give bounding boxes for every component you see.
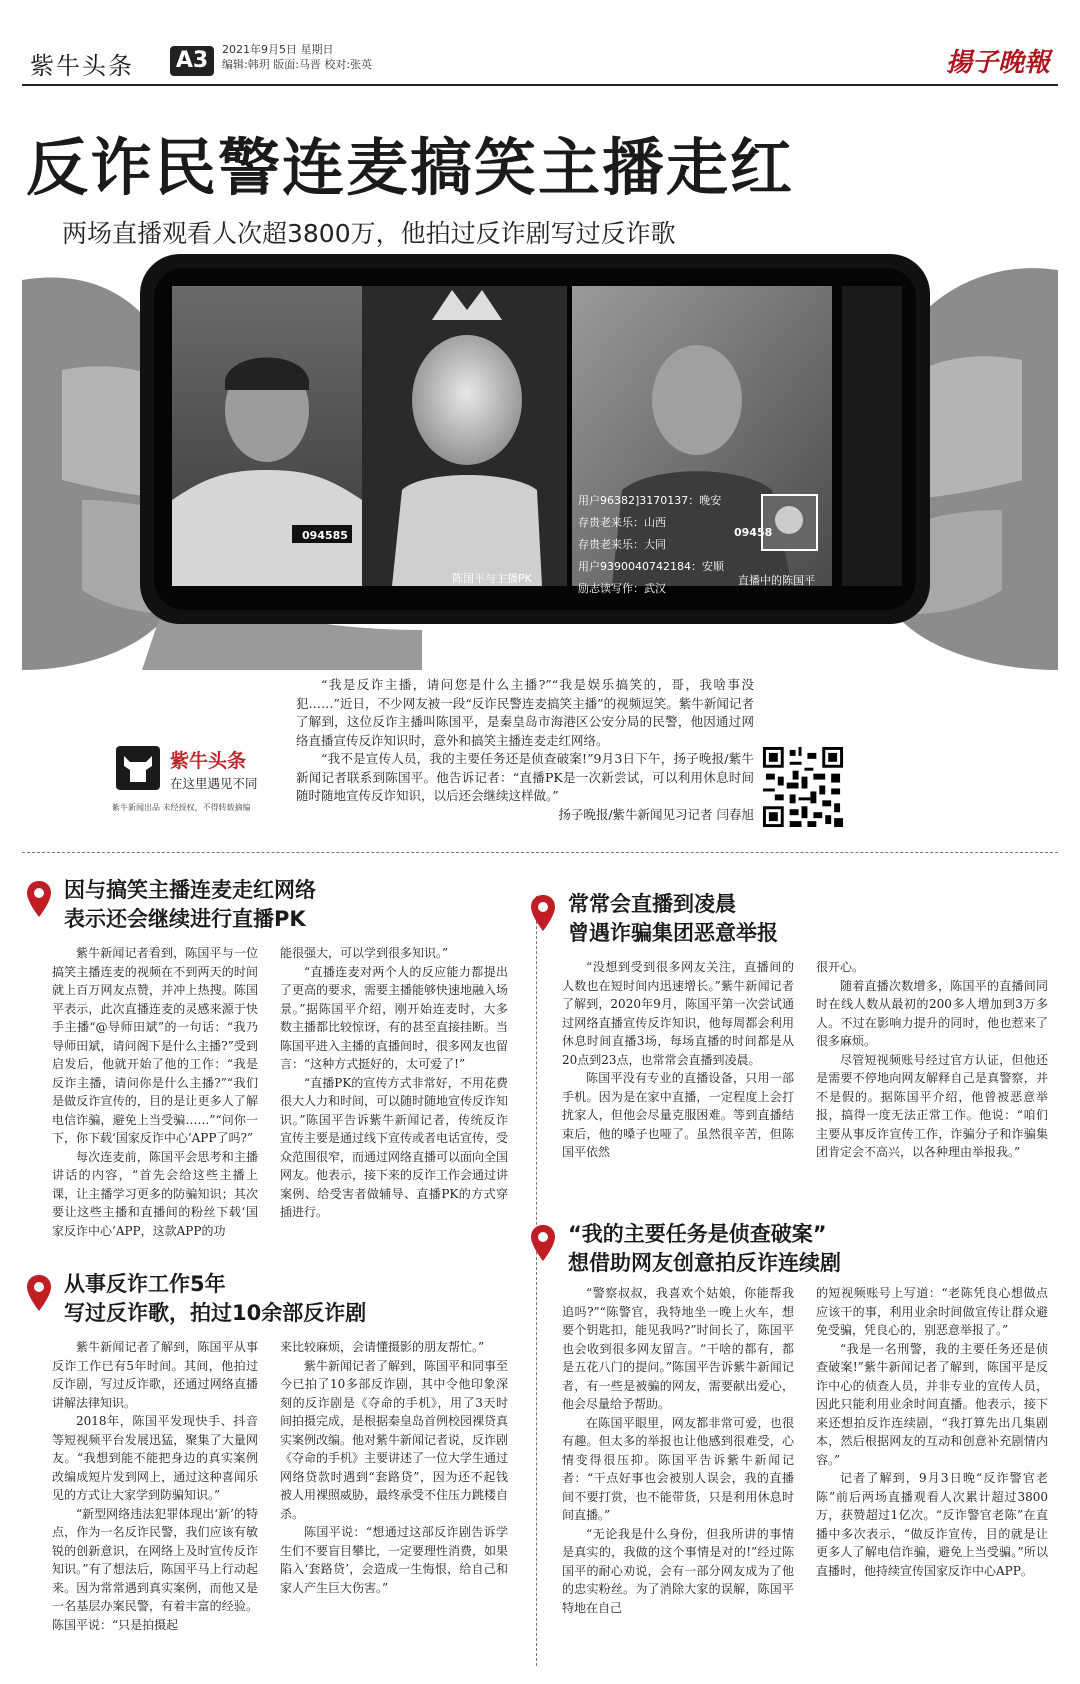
headline-title: 反诈民警连麦搞笑主播走红 — [26, 131, 795, 204]
article-column: 来比较麻烦，会请懂摄影的朋友帮忙。” 紫牛新闻记者了解到，陈国平和同事至今已拍了10多部反诈剧，其中令他印象深刻的反诈剧是《夺命的手机》，用了3天时间拍摄完成，是根据秦皇岛首例校园裸贷真实案例改编。他对紫牛新闻记者说，反诈剧《夺命的手机》主要讲述了一位大学生通过网络贷款时遇到“套路贷”，因为还不起钱被人用裸照威胁，最终承受不住压力跳楼自杀。 陈国平说：“想通过这部反诈剧告诉学生们不要盲目攀比，一定要理性消费，如果陷入‘套路贷’，会造成一生悔恨，给自己和家人产生巨大伤害。” — [280, 1340, 509, 1595]
location-pin-icon — [530, 894, 556, 932]
section-heading — [26, 876, 526, 932]
headline-subtitle: 两场直播观看人次超3800万，他拍过反诈剧写过反诈歌 — [62, 219, 676, 248]
phone-illustration — [22, 250, 1058, 670]
header-rule — [22, 84, 1058, 86]
article-column: 紫牛新闻记者了解到，陈国平从事反诈工作已有5年时间。其间，他拍过反诈剧，写过反诈歌，还通过网络直播讲解法律知识。 2018年，陈国平发现快手、抖音等短视频平台发展迅猛，聚集了大量网友。“我想到能不能把身边的真实案例改编成短片发到网上，通过这种喜闻乐见的方式让大家学到防骗知识。” “新型网络违法犯罪体现出‘新’的特点，作为一名反诈民警，我们应该有敏锐的创新意识，在网络上及时宣传反诈知识。”有了想法后，陈国平马上行动起来。因为常常遇到真实案例，而他又是一名基层办案民警，有着丰富的经验。陈国平说：“只是拍摄起 — [52, 1340, 258, 1632]
section-heading — [530, 890, 1050, 946]
column-divider — [536, 896, 537, 1666]
byline: 扬子晚报/紫牛新闻见习记者 闫春旭 — [558, 806, 754, 822]
police-badge-number: 094585 — [302, 529, 348, 542]
stream-comment: 用户9390040742184：安顺 — [578, 560, 724, 573]
brand-block — [112, 746, 280, 820]
lead-paragraph: “我是反诈主播，请问您是什么主播?”“我是娱乐搞笑的，哥，我啥事没犯……”近日，不少网友被一段“反诈民警连麦搞笑主播”的视频逗笑。紫牛新闻记者了解到，这位反诈主播叫陈国平，是秦皇岛市海港区公安分局的民警，他因通过网络直播宣传反诈知识时，意外和搞笑主播连麦走红网络。 — [296, 677, 754, 748]
page-header — [22, 30, 1058, 82]
location-pin-icon — [26, 1274, 52, 1312]
newspaper-masthead: 揚子晚報 — [945, 48, 1050, 78]
section-title: 常常会直播到凌晨 曾遇诈骗集团恶意举报 — [568, 892, 778, 945]
brand-name: 紫牛头条 — [170, 750, 247, 772]
stream-comment: 用户96382]3170137：晚安 — [578, 494, 722, 507]
stream-comment: 存贵老来乐：大同 — [578, 538, 666, 551]
article-column: “警察叔叔，我喜欢个姑娘，你能帮我追吗?”“陈警官，我特地坐一晚上火车，想要个钥匙扣，能见我吗?”时间长了，陈国平也会收到很多网友留言。“干啥的都有，都是五花八门的提问。”陈国平告诉紫牛新闻记者，有一些是被骗的网友，需要献出爱心，他会尽量给予帮助。 在陈国平眼里，网友都非常可爱，也很有趣。但太多的举报也让他感到很难受，心情变得很压抑。陈国平告诉紫牛新闻记者：“干点好事也会被别人误会，我的直播间不要打赏，也不能带货，只是利用休息时间直播。” “无论我是什么身份，但我所讲的事情是真实的，我做的这个事情是对的!”经过陈国平的耐心劝说，会有一部分网友成为了他的忠实粉丝。为了消除大家的误解，陈国平特地在自己 — [562, 1286, 794, 1615]
niu-logo-icon — [116, 746, 160, 790]
article-column: “没想到受到很多网友关注，直播间的人数也在短时间内迅速增长。”紫牛新闻记者了解到，2020年9月，陈国平第一次尝试通过网络直播宣传反诈知识，他每周都会利用休息时间直播3场，每场直播的时间都是从20点到23点，也常常会直播到凌晨。 陈国平没有专业的直播设备，只用一部手机。因为是在家中直播，一定程度上会打扰家人，但他会尽量克服困难。等到直播结束后，他的嗓子也哑了。虽然很辛苦，但陈国平依然 — [562, 960, 794, 1159]
section-divider — [22, 852, 1058, 853]
article-column: 很开心。 随着直播次数增多，陈国平的直播间同时在线人数从最初的200多人增加到3万多人。不过在影响力提升的同时，他也惹来了很多麻烦。 尽管短视频账号经过官方认证，但他还是需要不停地向网友解释自己是真警察，并不是假的。据陈国平介绍，他曾被恶意举报，搞得一度无法正常工作。他说：“咱们主要从事反诈宣传工作，诈骗分子和诈骗集团肯定会不高兴，以各种理由举报我。” — [816, 960, 1048, 1159]
article-column: 能很强大，可以学到很多知识。” “直播连麦对两个人的反应能力都提出了更高的要求，需要主播能够快速地融入场景。”据陈国平介绍，刚开始连麦时，大多数主播都比较惊讶，有的甚至直接挂断。当陈国平进入主播的直播间时，很多网友也留言：“这种方式挺好的，太可爱了!” “直播PK的宣传方式非常好，不用花费很大人力和时间，可以随时随地宣传反诈知识。”陈国平告诉紫牛新闻记者，传统反诈宣传主要是通过线下宣传或者电话宣传，受众范围很窄，而通过网络直播可以面向全国网友。他表示，接下来的反诈工作会通过讲案例、给受害者做辅导、直播PK的方式穿插进行。 — [280, 946, 509, 1219]
photo-caption: 陈国平与主播PK — [452, 572, 532, 585]
brand-bar: 紫牛新闻出品 未经授权，不得转载摘编 — [112, 803, 251, 812]
location-pin-icon — [26, 880, 52, 918]
article-column: 紫牛新闻记者看到，陈国平与一位搞笑主播连麦的视频在不到两天的时间就上百万网友点赞，并冲上热搜。陈国平表示，此次直播连麦的灵感来源于快手主播“@导师田斌”的一句话：“我乃导师田斌，请问阁下是什么主播?”受到启发后，他就开始了他的工作：“我是反诈主播，请问你是什么主播?”“我们是做反诈宣传的，目的是让更多人了解电信诈骗，避免上当受骗……”“问你一下，你下载‘国家反诈中心’APP了吗?” 每次连麦前，陈国平会思考和主播讲话的内容，“首先会给这些主播上课，让主播学习更多的防骗知识；其次要让这些主播和直播间的粉丝下载‘国家反诈中心’APP，这款APP的功 — [52, 946, 258, 1238]
section-name: 紫牛头条 — [30, 52, 134, 80]
section-heading — [530, 1220, 1050, 1276]
stream-comment: 存贵老来乐：山西 — [578, 516, 666, 529]
page-number: A3 — [170, 46, 214, 76]
photo-caption: 直播中的陈国平 — [738, 574, 815, 587]
qr-code-icon[interactable] — [760, 744, 846, 830]
location-pin-icon — [530, 1224, 556, 1262]
section-heading — [26, 1270, 526, 1326]
lead-text — [296, 676, 754, 824]
issue-date: 2021年9月5日 星期日 — [222, 43, 334, 56]
section-title: 从事反诈工作5年 写过反诈歌，拍过10余部反诈剧 — [64, 1272, 367, 1325]
stream-comment: 励志读写作：武汉 — [578, 582, 666, 595]
header-meta — [222, 42, 372, 72]
section-title: “我的主要任务是侦查破案” 想借助网友创意拍反诈连续剧 — [568, 1222, 841, 1275]
section-title: 因与搞笑主播连麦走红网络 表示还会继续进行直播PK — [64, 878, 316, 931]
staff-credits: 编辑:韩玥 版面:马晋 校对:张英 — [222, 58, 373, 71]
brand-slogan: 在这里遇见不同 — [170, 776, 258, 791]
article-column: 的短视频账号上写道：“老陈凭良心想做点应该干的事，利用业余时间做宣传让群众避免受骗，凭良心的，别恶意举报了。” “我是一名刑警，我的主要任务还是侦查破案!”紫牛新闻记者了解到，陈国平是反诈中心的侦查人员，并非专业的宣传人员，因此只能利用业余时间直播。他表示，接下来还想拍反诈连续剧，“我打算先出几集剧本，然后根据网友的互动和创意补充剧情内容。” 记者了解到，9月3日晚“反诈警官老陈”前后两场直播观看人次累计超过3800万，获赞超过1亿次。“反诈警官老陈”在直播中多次表示，“做反诈宣传，目的就是让更多人了解电信诈骗，避免上当受骗。”所以直播时，他持续宣传国家反诈中心APP。 — [816, 1286, 1048, 1578]
lead-photo — [22, 250, 1058, 670]
police-badge-number-2: 09458 — [734, 526, 773, 539]
lead-paragraph: “我不是宣传人员，我的主要任务还是侦查破案!”9月3日下午，扬子晚报/紫牛新闻记者联系到陈国平。他告诉记者：“直播PK是一次新尝试，可以利用休息时间随时随地宣传反诈知识，以后还会继续这样做。” — [296, 751, 754, 803]
